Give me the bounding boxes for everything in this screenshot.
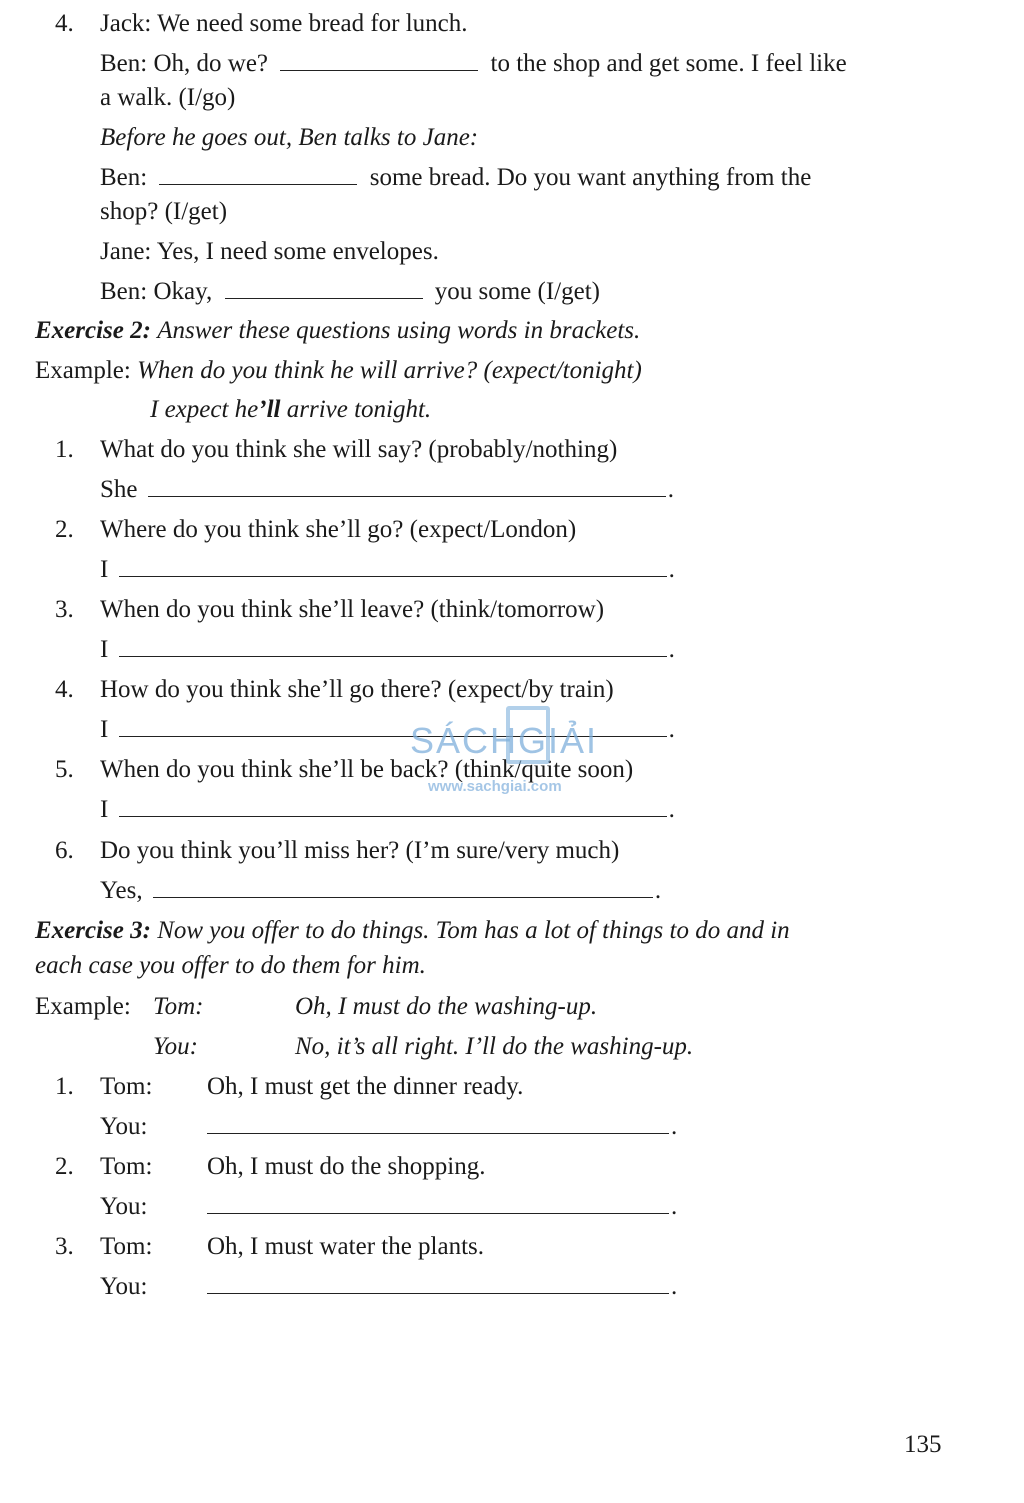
question-text: When do you think she’ll leave? (think/tomorrow) — [100, 596, 605, 623]
dialogue-line — [100, 48, 847, 80]
question-text: What do you think she will say? (probably/nothing) — [100, 436, 618, 463]
dialogue-line — [100, 162, 811, 194]
item-number: 5. — [55, 756, 74, 783]
item-number: 2. — [55, 1153, 74, 1180]
question-text: How do you think she’ll go there? (expect/by train) — [100, 676, 614, 703]
answer-line — [100, 554, 675, 586]
answer-start: I — [100, 556, 109, 583]
item-number: 1. — [55, 436, 74, 463]
speaker-line: No, it’s all right. I’ll do the washing-up. — [295, 1033, 694, 1060]
speaker-line: Oh, I must get the dinner ready. — [207, 1073, 524, 1100]
example-label: Example: — [35, 993, 131, 1020]
period: . — [668, 636, 675, 663]
speaker-line: Oh, I must do the washing-up. — [295, 993, 598, 1020]
exercise-title: Exercise 3: — [35, 917, 151, 944]
page-number: 135 — [904, 1431, 942, 1458]
answer-blank[interactable] — [159, 162, 357, 185]
item-number: 3. — [55, 596, 74, 623]
question-text: Where do you think she’ll go? (expect/London) — [100, 516, 577, 543]
dialogue-text: Ben: Oh, do we? — [100, 50, 269, 77]
answer-blank[interactable] — [119, 554, 667, 577]
period: . — [667, 476, 674, 503]
question-text: Do you think you’ll miss her? (I’m sure/very much) — [100, 837, 620, 864]
answer-line — [100, 474, 674, 506]
item-number: 1. — [55, 1073, 74, 1100]
dialogue-line: shop? (I/get) — [100, 198, 228, 225]
answer-start: I — [100, 716, 109, 743]
answer-blank[interactable] — [280, 48, 478, 71]
answer-line — [100, 634, 675, 666]
example-answer — [150, 394, 431, 426]
item-number: 4. — [55, 10, 74, 37]
speaker-line: Oh, I must do the shopping. — [207, 1153, 486, 1180]
watermark-brand: SÁCHGIẢI — [410, 720, 599, 761]
period: . — [668, 796, 675, 823]
answer-line — [100, 875, 661, 907]
example-question: When do you think he will arrive? (expect/tonight) — [137, 357, 642, 384]
period: . — [668, 716, 675, 743]
example-answer-bold: ’ll — [258, 396, 281, 423]
exercise-title: Exercise 2: — [35, 317, 151, 344]
answer-start: I — [100, 796, 109, 823]
question-text: When do you think she’ll be back? (think/quite soon) — [100, 756, 634, 783]
answer-blank[interactable] — [207, 1191, 669, 1214]
period: . — [671, 1273, 678, 1300]
dialogue-text: to the shop and get some. I feel like — [490, 50, 847, 77]
answer-start: I — [100, 636, 109, 663]
dialogue-text: you some (I/get) — [434, 278, 600, 305]
example-label: Example: — [35, 357, 131, 384]
dialogue-line: Jane: Yes, I need some envelopes. — [100, 238, 439, 265]
speaker-label: Tom: — [100, 1073, 153, 1100]
exercise-instruction: Now you offer to do things. Tom has a lot of things to do and in — [157, 917, 790, 944]
exercise-instruction: Answer these questions using words in brackets. — [157, 317, 641, 344]
watermark-url: www.sachgiai.com — [428, 778, 562, 795]
speaker-label: You: — [100, 1273, 148, 1300]
example-answer-pre: I expect he — [150, 396, 259, 423]
answer-start: She — [100, 476, 138, 503]
dialogue-text: Ben: Okay, — [100, 278, 213, 305]
item-number: 6. — [55, 837, 74, 864]
answer-blank[interactable] — [119, 634, 667, 657]
period: . — [668, 556, 675, 583]
dialogue-line: a walk. (I/go) — [100, 84, 236, 111]
answer-line — [207, 1191, 677, 1223]
answer-line — [207, 1111, 677, 1143]
speaker-label: You: — [153, 1033, 198, 1060]
item-number: 3. — [55, 1233, 74, 1260]
speaker-label: Tom: — [100, 1153, 153, 1180]
speaker-label: You: — [100, 1113, 148, 1140]
exercise-3-heading — [35, 915, 790, 947]
dialogue-text: Ben: — [100, 164, 148, 191]
example-line — [35, 355, 642, 387]
answer-start: Yes, — [100, 877, 143, 904]
speaker-label: You: — [100, 1193, 148, 1220]
watermark — [410, 700, 620, 800]
period: . — [671, 1113, 678, 1140]
answer-blank[interactable] — [225, 276, 423, 299]
exercise-2-heading — [35, 315, 640, 347]
speaker-line: Oh, I must water the plants. — [207, 1233, 485, 1260]
period: . — [671, 1193, 678, 1220]
item-number: 4. — [55, 676, 74, 703]
answer-line — [207, 1271, 677, 1303]
answer-blank[interactable] — [148, 474, 666, 497]
dialogue-text: some bread. Do you want anything from the — [369, 164, 812, 191]
period: . — [654, 877, 662, 904]
dialogue-line — [100, 276, 600, 308]
item-number: 2. — [55, 516, 74, 543]
exercise-instruction-cont: each case you offer to do them for him. — [35, 952, 426, 979]
speaker-label: Tom: — [100, 1233, 153, 1260]
answer-blank[interactable] — [153, 875, 653, 898]
speaker-label: Tom: — [153, 993, 204, 1020]
example-answer-post: arrive tonight. — [280, 396, 432, 423]
narration-line: Before he goes out, Ben talks to Jane: — [100, 124, 479, 151]
answer-blank[interactable] — [207, 1271, 669, 1294]
dialogue-line: Jack: We need some bread for lunch. — [100, 10, 468, 37]
answer-blank[interactable] — [207, 1111, 669, 1134]
